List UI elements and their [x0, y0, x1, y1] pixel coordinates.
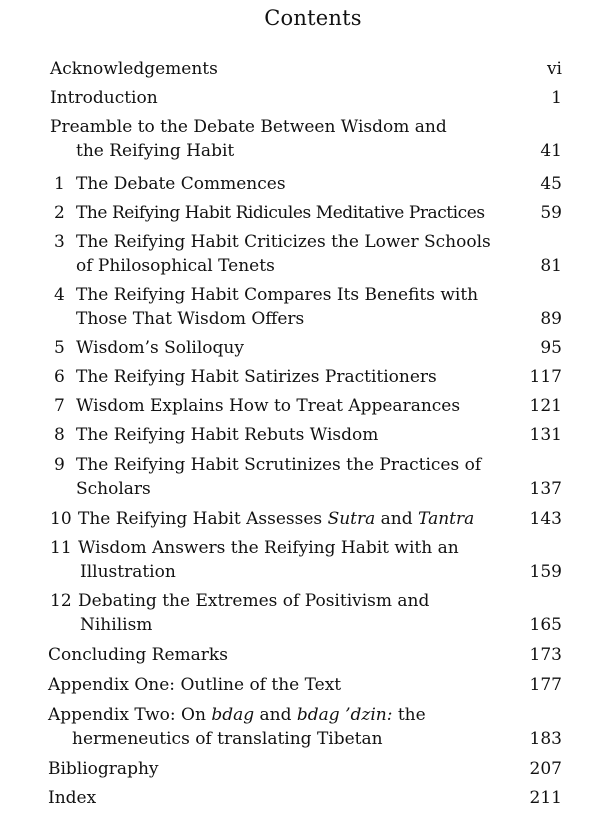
chapter-number: 8 [54, 425, 65, 445]
title-italic-sutra: Sutra [327, 509, 376, 529]
toc-entry-title: The Reifying Habit Rebuts Wisdom [76, 425, 379, 445]
toc-entry-title: Appendix Two: On bdag and bdag ’dzin: the [48, 705, 426, 725]
toc-entry-title-continued: of Philosophical Tenets [76, 256, 275, 276]
toc-page-number: 207 [529, 759, 562, 779]
toc-entry-title: Wisdom Explains How to Treat Appearances [76, 396, 461, 416]
toc-entry-concluding-remarks[interactable] [48, 643, 562, 667]
toc-entry-title-continued: Scholars [76, 479, 151, 499]
toc-entry-title: Wisdom’s Soliloquy [76, 338, 244, 358]
toc-entry-title-continued: Nihilism [80, 615, 153, 635]
toc-entry-chapter-10[interactable] [50, 507, 562, 531]
toc-entry-chapter-11[interactable] [50, 536, 562, 584]
toc-entry-chapter-12[interactable] [50, 589, 562, 637]
toc-page-number: 59 [540, 203, 562, 223]
toc-page-number: 1 [551, 88, 562, 108]
toc-entry-title: Concluding Remarks [48, 645, 228, 665]
toc-entry-title: The Reifying Habit Compares Its Benefits with [76, 285, 479, 305]
chapter-number: 5 [54, 338, 65, 358]
toc-page-number: 117 [529, 367, 562, 387]
toc-entry-chapter-4[interactable] [50, 283, 562, 331]
toc-page-number: 183 [529, 729, 562, 749]
toc-entry-title-continued: Illustration [80, 562, 176, 582]
toc-entry-introduction[interactable] [50, 86, 562, 110]
toc-page-number: vi [546, 59, 562, 79]
toc-page-number: 159 [529, 562, 562, 582]
chapter-number: 6 [54, 367, 65, 387]
chapter-number: 2 [54, 203, 65, 223]
chapter-number: 10 [50, 509, 72, 529]
toc-entry-index[interactable] [48, 786, 562, 810]
toc-page-number: 137 [529, 479, 562, 499]
toc-entry-chapter-1[interactable] [50, 172, 562, 196]
toc-entry-acknowledgements[interactable] [50, 57, 562, 81]
toc-entry-title-continued: Those That Wisdom Offers [76, 309, 305, 329]
toc-entry-title: The Reifying Habit Satirizes Practitioners [76, 367, 437, 387]
toc-entry-title: Acknowledgements [50, 59, 218, 79]
toc-entry-title-continued: the Reifying Habit [76, 141, 235, 161]
toc-entry-title: Introduction [50, 88, 158, 108]
chapter-number: 9 [54, 455, 65, 475]
toc-entry-title: The Reifying Habit Ridicules Meditative Practices [76, 203, 485, 223]
toc-page-number: 121 [529, 396, 562, 416]
toc-entry-title-continued: hermeneutics of translating Tibetan [72, 729, 383, 749]
toc-entry-preamble[interactable] [50, 115, 562, 163]
chapter-number: 4 [54, 285, 65, 305]
toc-entry-title: The Reifying Habit Assesses Sutra and Tantra [78, 509, 475, 529]
toc-page-number: 131 [529, 425, 562, 445]
chapter-number: 7 [54, 396, 65, 416]
toc-entry-title: The Reifying Habit Criticizes the Lower Schools [76, 232, 491, 252]
toc-entry-title: The Reifying Habit Scrutinizes the Practices of [76, 455, 482, 475]
chapter-number: 1 [54, 174, 65, 194]
toc-page-number: 81 [540, 256, 562, 276]
chapter-number: 11 [50, 538, 72, 558]
toc-entry-title: Appendix One: Outline of the Text [48, 675, 342, 695]
toc-entry-appendix-one[interactable] [48, 673, 562, 697]
title-italic-bdag: bdag [211, 705, 255, 725]
toc-page-number: 45 [540, 174, 562, 194]
toc-page-number: 211 [529, 788, 562, 808]
chapter-number: 12 [50, 591, 72, 611]
title-italic-tantra: Tantra [418, 509, 475, 529]
toc-entry-chapter-2[interactable] [50, 201, 562, 225]
toc-entry-title: Index [48, 788, 97, 808]
page-title: Contents [264, 6, 362, 30]
chapter-number: 3 [54, 232, 65, 252]
toc-entry-title: The Debate Commences [76, 174, 286, 194]
toc-entry-chapter-6[interactable] [50, 365, 562, 389]
toc-entry-title: Preamble to the Debate Between Wisdom and [50, 117, 447, 137]
toc-page-number: 89 [540, 309, 562, 329]
toc-entry-title: Bibliography [48, 759, 159, 779]
toc-entry-title: Debating the Extremes of Positivism and [78, 591, 430, 611]
toc-page-number: 177 [529, 675, 562, 695]
toc-entry-chapter-3[interactable] [50, 230, 562, 278]
toc-entry-chapter-5[interactable] [50, 336, 562, 360]
toc-entry-chapter-9[interactable] [50, 453, 562, 501]
toc-page-number: 143 [529, 509, 562, 529]
toc-entry-appendix-two[interactable] [48, 703, 562, 751]
toc-entry-chapter-8[interactable] [50, 423, 562, 447]
toc-entry-title: Wisdom Answers the Reifying Habit with an [78, 538, 459, 558]
toc-page-number: 165 [529, 615, 562, 635]
title-italic-bdag-dzin: bdag ’dzin: [296, 705, 393, 725]
toc-entry-chapter-7[interactable] [50, 394, 562, 418]
toc-page-number: 173 [529, 645, 562, 665]
toc-page-number: 95 [540, 338, 562, 358]
toc-page-number: 41 [540, 141, 562, 161]
toc-entry-bibliography[interactable] [48, 757, 562, 781]
